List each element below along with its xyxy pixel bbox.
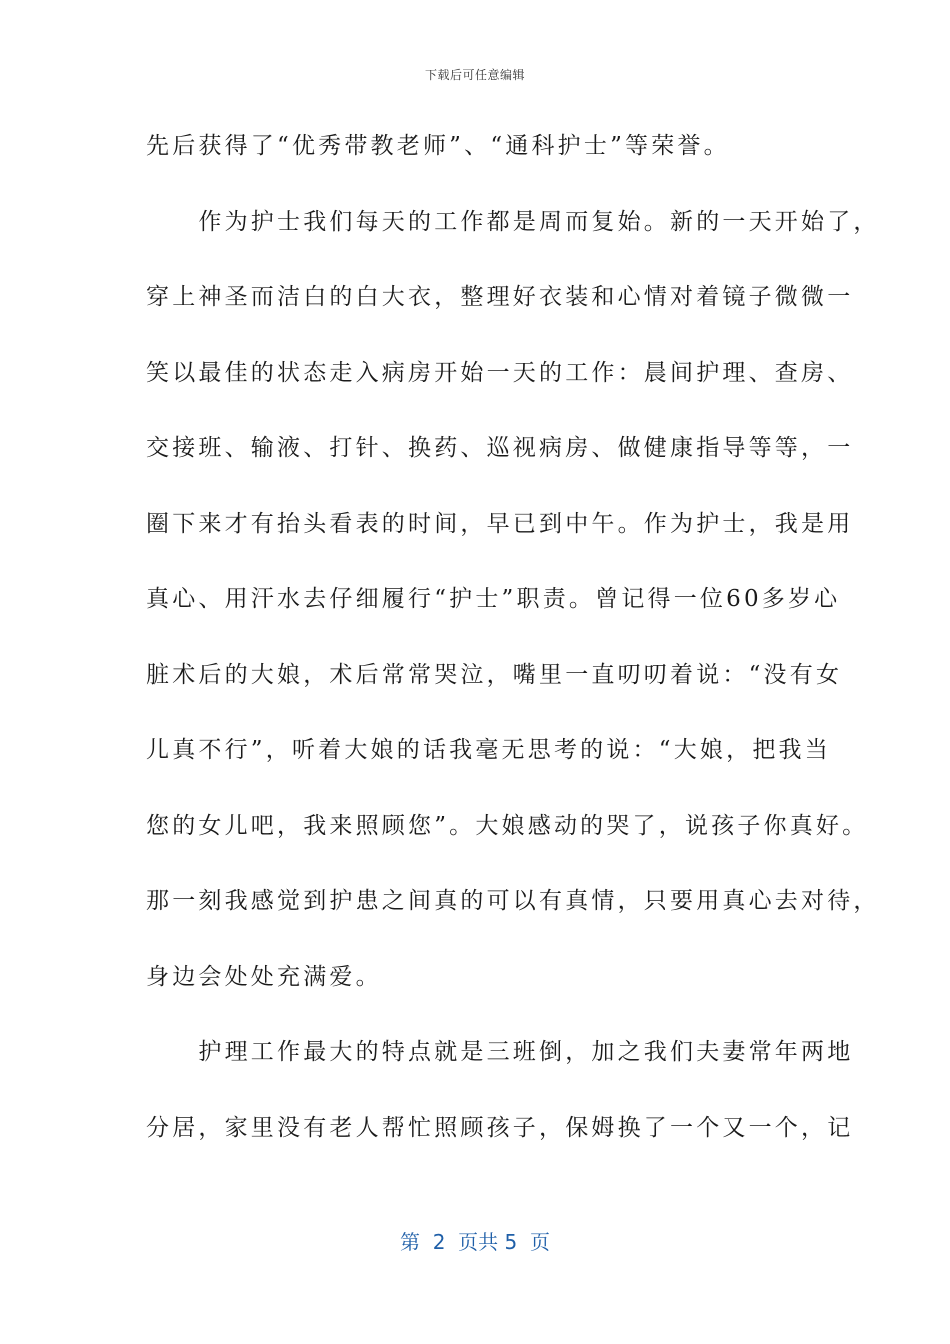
body-line: 身边会处处充满爱。 xyxy=(146,963,382,990)
body-line: 那一刻我感觉到护患之间真的可以有真情，只要用真心去对待， xyxy=(146,888,880,914)
body-line: 脏术后的大娘，术后常常哭泣，嘴里一直叨叨着说：“没有女 xyxy=(146,661,843,688)
body-line: 作为护士我们每天的工作都是周而复始。新的一天开始了， xyxy=(146,208,880,235)
document-body xyxy=(146,128,880,1185)
body-line: 儿真不行”，听着大娘的话我毫无思考的说：“大娘，把我当 xyxy=(146,737,831,763)
body-line: 圈下来才有抬头看表的时间，早已到中午。作为护士，我是用 xyxy=(146,510,854,537)
body-line: 分居，家里没有老人帮忙照顾孩子，保姆换了一个又一个，记 xyxy=(146,1114,854,1141)
page-number-footer: 第 2 页共 5 页 xyxy=(400,1230,550,1254)
body-line: 真心、用汗水去仔细履行“护士”职责。曾记得一位60多岁心 xyxy=(146,586,841,612)
body-line: 护理工作最大的特点就是三班倒，加之我们夫妻常年两地 xyxy=(146,1039,854,1065)
body-line: 笑以最佳的状态走入病房开始一天的工作：晨间护理、查房、 xyxy=(146,359,854,386)
body-line: 交接班、输液、打针、换药、巡视病房、做健康指导等等，一 xyxy=(146,435,854,461)
body-line: 先后获得了“优秀带教老师”、“通科护士”等荣誉。 xyxy=(146,133,730,159)
body-line: 穿上神圣而洁白的白大衣，整理好衣装和心情对着镜子微微一 xyxy=(146,284,854,310)
page-header: 下载后可任意编辑 xyxy=(424,68,525,82)
body-line: 您的女儿吧，我来照顾您”。大娘感动的哭了，说孩子你真好。 xyxy=(146,812,869,839)
